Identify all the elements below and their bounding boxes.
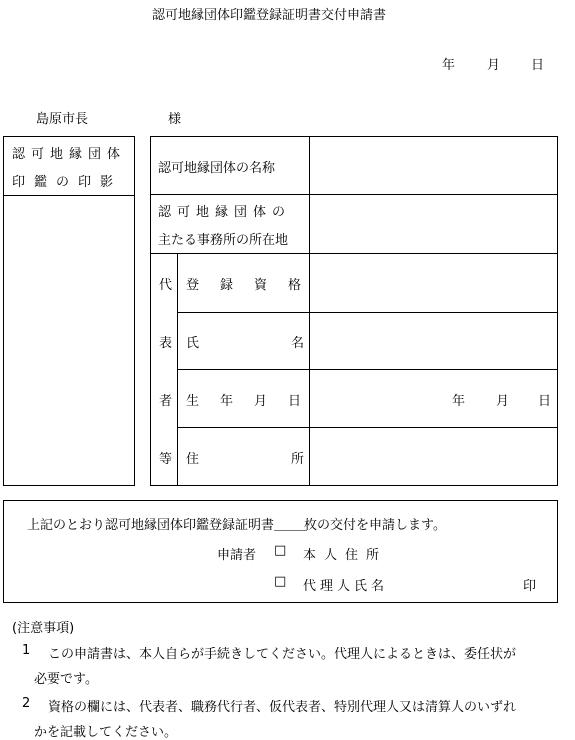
note-1-line-1: この申請書は、本人自らが手続きしてください。代理人によるときは、委任状が [48, 647, 517, 662]
fullname-label-text: 氏名 [186, 336, 397, 351]
request-text-after: 枚の交付を申請します。 [304, 518, 446, 533]
qualification-label [186, 274, 323, 293]
note-1-line-2: 必要です。 [34, 672, 98, 687]
birth-day-label: 日 [538, 394, 552, 409]
seal-box-label-1: 認可地縁団体 [12, 147, 127, 162]
notes-heading: (注意事項) [12, 621, 75, 636]
qualification-label-text: 登録資格 [186, 278, 323, 293]
info-table [150, 136, 558, 486]
date-year-label: 年 [442, 58, 456, 73]
page-title: 認可地縁団体印鑑登録証明書交付申請書 [152, 8, 387, 23]
seal-box-label-2: 印鑑の印影 [12, 175, 123, 190]
addressee-honorific: 様 [168, 112, 182, 127]
addressee-mayor: 島原市長 [36, 112, 89, 127]
self-checkbox[interactable]: □ [274, 543, 287, 558]
row-divider-2 [150, 253, 558, 254]
note-2-line-1: 資格の欄には、代表者、職務代行者、仮代表者、特別代理人又は清算人のいずれ [48, 700, 517, 715]
applicant-label: 申請者 [217, 548, 257, 563]
note-2-line-2: かを記載してください。 [34, 725, 178, 740]
date-day-label: 日 [531, 58, 545, 73]
info-table-column-divider [309, 136, 310, 486]
seal-mark: 印 [523, 579, 537, 594]
row-divider-5 [177, 427, 558, 428]
rep-vertical-char-4: 等 [159, 452, 173, 467]
copies-blank: ＿＿＿ [274, 518, 305, 533]
rep-vertical-char-1: 代 [159, 278, 173, 293]
group-name-label: 認可地縁団体の名称 [158, 161, 276, 176]
rep-vertical-char-2: 表 [159, 336, 173, 351]
row-divider-4 [177, 369, 558, 370]
note-1-number: 1 [22, 643, 31, 658]
rep-vertical-char-3: 者 [159, 394, 173, 409]
birthdate-label [186, 390, 323, 409]
office-label-line-2: 主たる事務所の所在地 [158, 233, 289, 248]
birth-year-label: 年 [452, 394, 466, 409]
self-address-label: 本人住所 [303, 548, 388, 563]
request-text-before: 上記のとおり認可地縁団体印鑑登録証明書 [27, 518, 275, 533]
address-label [186, 448, 397, 467]
date-month-label: 月 [487, 58, 501, 73]
row-divider-1 [150, 194, 558, 195]
address-label-text: 住所 [186, 452, 397, 467]
agent-checkbox[interactable]: □ [274, 574, 287, 589]
request-statement [27, 514, 446, 533]
birthdate-label-text: 生年月日 [186, 394, 323, 409]
fullname-label [186, 332, 397, 351]
row-divider-3 [177, 312, 558, 313]
office-label-line-1: 認可地縁団体の [158, 205, 292, 220]
seal-box-divider [3, 195, 135, 196]
birth-month-label: 月 [496, 394, 510, 409]
note-2-number: 2 [22, 696, 31, 711]
agent-name-label: 代理人氏名 [303, 579, 389, 594]
